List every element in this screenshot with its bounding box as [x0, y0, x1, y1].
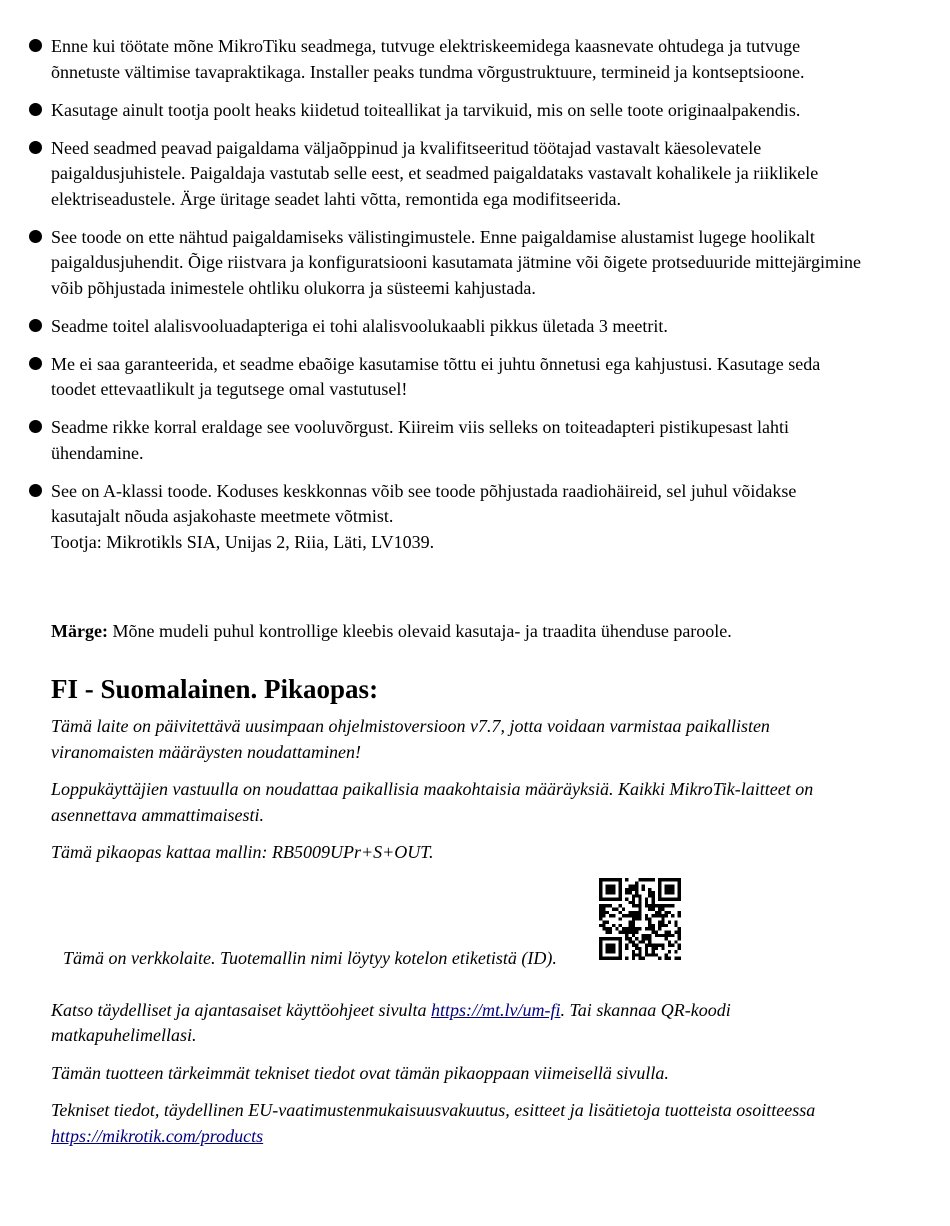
- responsibility-note: Loppukäyttäjien vastuulla on noudattaa paikallisia maakohtaisia määräyksiä. Kaikki MikroTik-laitteet on asennettava ammattimaisesti.: [51, 779, 814, 825]
- bullet-dot-icon: [29, 39, 42, 52]
- warning-label: Märge:: [51, 621, 108, 641]
- model-line: Tämä pikaopas kattaa mallin: RB5009UPr+S+OUT.: [51, 842, 434, 862]
- list-item: Enne kui töötate mõne MikroTiku seadmega, tutvuge elektriskeemidega kaasnevate ohtudega ja tutvuge õnnetuste vältimise tavapraktikaga. Installer peaks tundma võrgustruktuure, termineid ja kontseptsioone.: [27, 34, 867, 85]
- list-item: Me ei saa garanteerida, et seadme ebaõige kasutamise tõttu ei juhtu õnnetusi ega kahjustusi. Kasutage seda toodet ettevaatlikult ja tegutsege omal vastutusel!: [27, 352, 867, 403]
- safety-bullet-list: [27, 34, 867, 568]
- qr-code-icon[interactable]: [599, 878, 681, 960]
- products-link[interactable]: https://mikrotik.com/products: [51, 1125, 264, 1146]
- manufacturer-address: Tootja: Mikrotikls SIA, Unijas 2, Riia, Läti, LV1039.: [51, 531, 435, 552]
- list-item: Seadme toitel alalisvooluadapteriga ei tohi alalisvoolukaabli pikkus ületada 3 meetrit.: [27, 314, 867, 340]
- section-heading: FI - Suomalainen. Pikaopas:: [51, 674, 379, 704]
- bullet-dot-icon: [29, 357, 42, 370]
- list-item: Kasutage ainult tootja poolt heaks kiidetud toiteallikat ja tarvikuid, mis on selle toote originaalpakendis.: [27, 98, 867, 124]
- finnish-quick-guide: [51, 672, 871, 1161]
- bullet-dot-icon: [29, 103, 42, 116]
- list-item: Seadme rikke korral eraldage see vooluvõrgust. Kiireim viis selleks on toiteadapteri pistikupesast lahti ühendamine.: [27, 415, 867, 466]
- update-note: Tämä laite on päivitettävä uusimpaan ohjelmistoversioon v7.7, jotta voidaan varmistaa paikallisten viranomaisten määräysten noudattaminen!: [51, 716, 770, 762]
- warning-text: Mõne mudeli puhul kontrollige kleebis olevaid kasutaja- ja traadita ühenduse paroole.: [107, 621, 732, 641]
- list-item: [27, 479, 867, 556]
- qr-row: [51, 878, 871, 986]
- specs-note: Tämän tuotteen tärkeimmät tekniset tiedot ovat tämän pikaoppaan viimeisellä sivulla.: [51, 1062, 669, 1083]
- bullet-dot-icon: [29, 484, 42, 497]
- products-paragraph: Tekniset tiedot, täydellinen EU-vaatimustenmukaisuusvakuutus, esitteet ja lisätietoja tuotteista osoitteessa https://mikrotik.com/products: [51, 1100, 816, 1146]
- manual-paragraph: Katso täydelliset ja ajantasaiset käyttöohjeet sivulta https://mt.lv/um-fi. Tai skannaa QR-koodi matkapuhelimellasi.: [51, 999, 731, 1045]
- device-line: Tämä on verkkolaite. Tuotemallin nimi löytyy kotelon etiketistä (ID).: [63, 947, 557, 968]
- class-a-notice: See on A-klassi toode. Koduses keskkonnas võib see toode põhjustada raadiohäireid, sel juhul võidakse kasutajalt nõuda asjakohaste meetmete võtmist.: [51, 480, 797, 526]
- bullet-dot-icon: [29, 230, 42, 243]
- bullet-dot-icon: [29, 319, 42, 332]
- list-item: See toode on ette nähtud paigaldamiseks välistingimustele. Enne paigaldamise alustamist lugege hoolikalt paigaldusjuhendit. Õige riistvara ja konfiguratsiooni kasutamata jätmine või õigete protseduuride mittejärgimine võib põhjustada inimestele ohtliku olukorra ja süsteemi kahjustada.: [27, 225, 867, 302]
- bullet-dot-icon: [29, 420, 42, 433]
- password-warning: [51, 619, 871, 645]
- list-item: Need seadmed peavad paigaldama väljaõppinud ja kvalifitseeritud töötajad vastavalt käesolevatele paigaldusjuhistele. Paigaldaja vastutab selle eest, et seadmed paigaldataks vastavalt kohalikele ja riiklikele elektriseadustele. Ärge üritage seadet lahti võtta, remontida ega modifitseerida.: [27, 136, 867, 213]
- bullet-dot-icon: [29, 141, 42, 154]
- manual-link[interactable]: https://mt.lv/um-fi: [430, 999, 561, 1020]
